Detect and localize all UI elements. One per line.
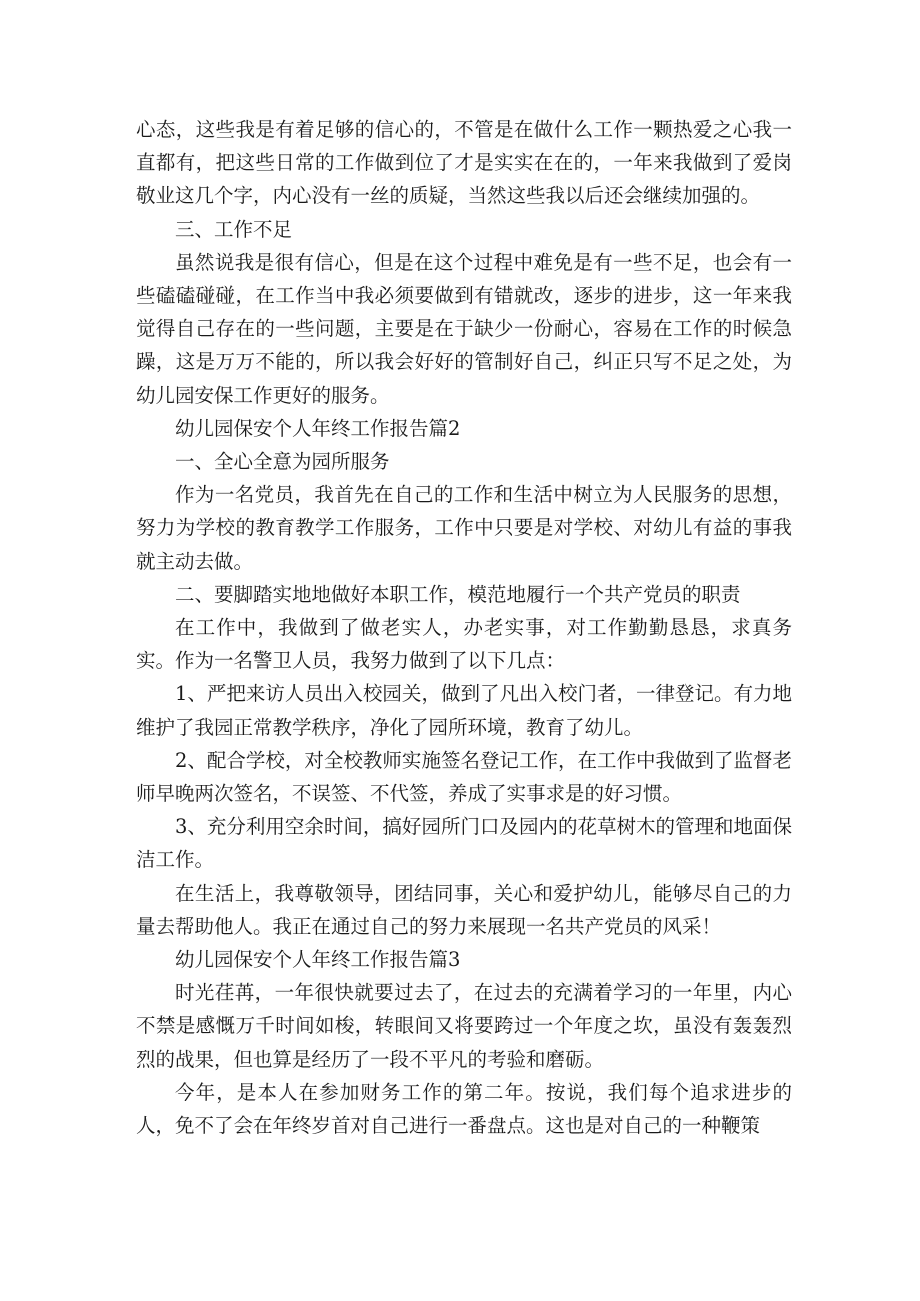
- paragraph: 时光荏苒，一年很快就要过去了，在过去的充满着学习的一年里，内心不禁是感慨万千时间如梭，转眼间又将要跨过一个年度之坎，虽没有轰轰烈烈的战果，但也算是经历了一段不平凡的考验和磨砺。: [136, 981, 792, 1071]
- report-title-part-2: 幼儿园保安个人年终工作报告篇2: [175, 416, 461, 440]
- paragraph: 在生活上，我尊敬领导，团结同事，关心和爱护幼儿，能够尽自己的力量去帮助他人。我正在通过自己的努力来展现一名共产党员的风采！: [136, 881, 792, 938]
- list-item-1: 1、严把来访人员出入校园关，做到了凡出入校门者，一律登记。有力地维护了我园正常教学秩序，净化了园所环境，教育了幼儿。: [136, 682, 792, 739]
- paragraph: 今年，是本人在参加财务工作的第二年。按说，我们每个追求进步的人，免不了会在年终岁首对自己进行一番盘点。这也是对自己的一种鞭策: [136, 1080, 792, 1138]
- paragraph-continuation: 心态，这些我是有着足够的信心的，不管是在做什么工作一颗热爱之心我一直都有，把这些日常的工作做到位了才是实实在在的，一年来我做到了爱岗敬业这几个字，内心没有一丝的质疑，当然这些我以后还会继续加强的。: [136, 118, 792, 208]
- section-heading-serve: 一、全心全意为园所服务: [175, 450, 390, 474]
- list-item-3: 3、充分利用空余时间，搞好园所门口及园内的花草树木的管理和地面保洁工作。: [136, 815, 792, 872]
- paragraph: 在工作中，我做到了做老实人，办老实事，对工作勤勤恳恳，求真务实。作为一名警卫人员，我努力做到了以下几点：: [136, 616, 792, 673]
- section-heading-duty: 二、要脚踏实地地做好本职工作，模范地履行一个共产党员的职责: [175, 582, 741, 606]
- paragraph: 作为一名党员，我首先在自己的工作和生活中树立为人民服务的思想，努力为学校的教育教学工作服务，工作中只要是对学校、对幼儿有益的事我就主动去做。: [136, 483, 792, 573]
- paragraph: 虽然说我是很有信心，但是在这个过程中难免是有一些不足，也会有一些磕磕碰碰，在工作当中我必须要做到有错就改，逐步的进步，这一年来我觉得自己存在的一些问题，主要是在于缺少一份耐心，容易在工作的时候急躁，这是万万不能的，所以我会好好的管制好自己，纠正只写不足之处，为幼儿园安保工作更好的服务。: [136, 250, 792, 407]
- report-title-part-3: 幼儿园保安个人年终工作报告篇3: [175, 948, 461, 972]
- list-item-2: 2、配合学校，对全校教师实施签名登记工作，在工作中我做到了监督老师早晚两次签名，不误签、不代签，养成了实事求是的好习惯。: [136, 748, 792, 806]
- document-body: [136, 113, 792, 1142]
- section-heading-shortcomings: 三、工作不足: [175, 217, 293, 241]
